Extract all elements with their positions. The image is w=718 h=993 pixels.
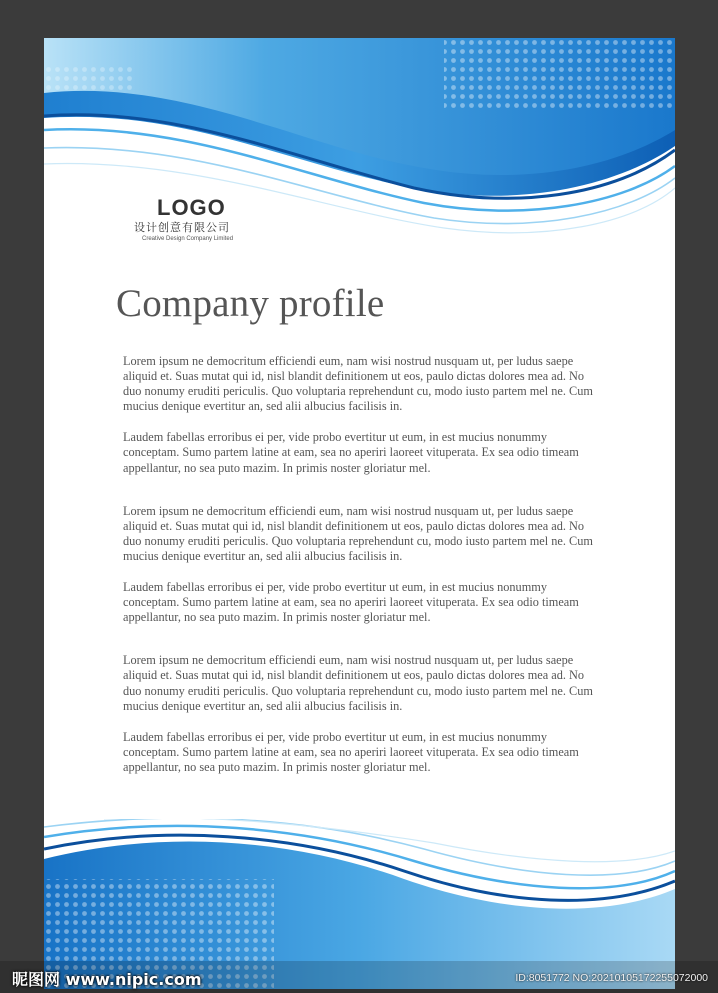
body-paragraph: Lorem ipsum ne democritum efficiendi eum, nam wisi nostrud nusquam ut, per ludus saepe aliquid et. Suas mutat qui id, nisl blandit definitionem ut eos, paulo dictas dolores mea ad. No duo nonumy eruditi periculis. Quo voluptaria reprehendunt cu, modo iusto partem mel ne. Cum mucius denique evertitur an, sed alii albucius facilisis in. bbox=[123, 503, 593, 563]
logo-english-name: Creative Design Company Limited bbox=[142, 236, 234, 242]
watermark-id: ID:8051772 NO:20210105172255072000 bbox=[515, 972, 708, 984]
document-title: Company profile bbox=[116, 282, 385, 325]
logo-title: LOGO bbox=[157, 195, 226, 220]
body-paragraph: Laudem fabellas erroribus ei per, vide probo evertitur ut eum, in est mucius nonummy conceptam. Sumo partem latine at eam, sea no aperiri laoreet vituperata. Ex sea odio timeam appellantur, no sea puto mazim. In primis noster gloriatur mel. bbox=[123, 729, 579, 774]
watermark-bar bbox=[0, 961, 718, 993]
watermark-site: 昵图网 www.nipic.com bbox=[12, 970, 202, 989]
body-paragraph: Laudem fabellas erroribus ei per, vide probo evertitur ut eum, in est mucius nonummy conceptam. Sumo partem latine at eam, sea no aperiri laoreet vituperata. Ex sea odio timeam appellantur, no sea puto mazim. In primis noster gloriatur mel. bbox=[123, 580, 579, 625]
body-paragraph: Lorem ipsum ne democritum efficiendi eum, nam wisi nostrud nusquam ut, per ludus saepe aliquid et. Suas mutat qui id, nisl blandit definitionem ut eos, paulo dictas dolores mea ad. No duo nonumy eruditi periculis. Quo voluptaria reprehendunt cu, modo iusto partem mel ne. Cum mucius denique evertitur an, sed alii albucius facilisis in. bbox=[123, 653, 593, 713]
body-paragraph: Laudem fabellas erroribus ei per, vide probo evertitur ut eum, in est mucius nonummy conceptam. Sumo partem latine at eam, sea no aperiri laoreet vituperata. Ex sea odio timeam appellantur, no sea puto mazim. In primis noster gloriatur mel. bbox=[123, 430, 579, 475]
logo-chinese-name: 设计创意有限公司 bbox=[134, 221, 230, 234]
company-logo bbox=[132, 196, 272, 243]
letterhead-page bbox=[44, 38, 675, 989]
document-body bbox=[123, 354, 603, 775]
body-paragraph: Lorem ipsum ne democritum efficiendi eum, nam wisi nostrud nusquam ut, per ludus saepe aliquid et. Suas mutat qui id, nisl blandit definitionem ut eos, paulo dictas dolores mea ad. No duo nonumy eruditi periculis. Quo voluptaria reprehendunt cu, modo iusto partem mel ne. Cum mucius denique evertitur an, sed alii albucius facilisis in. bbox=[123, 354, 593, 414]
